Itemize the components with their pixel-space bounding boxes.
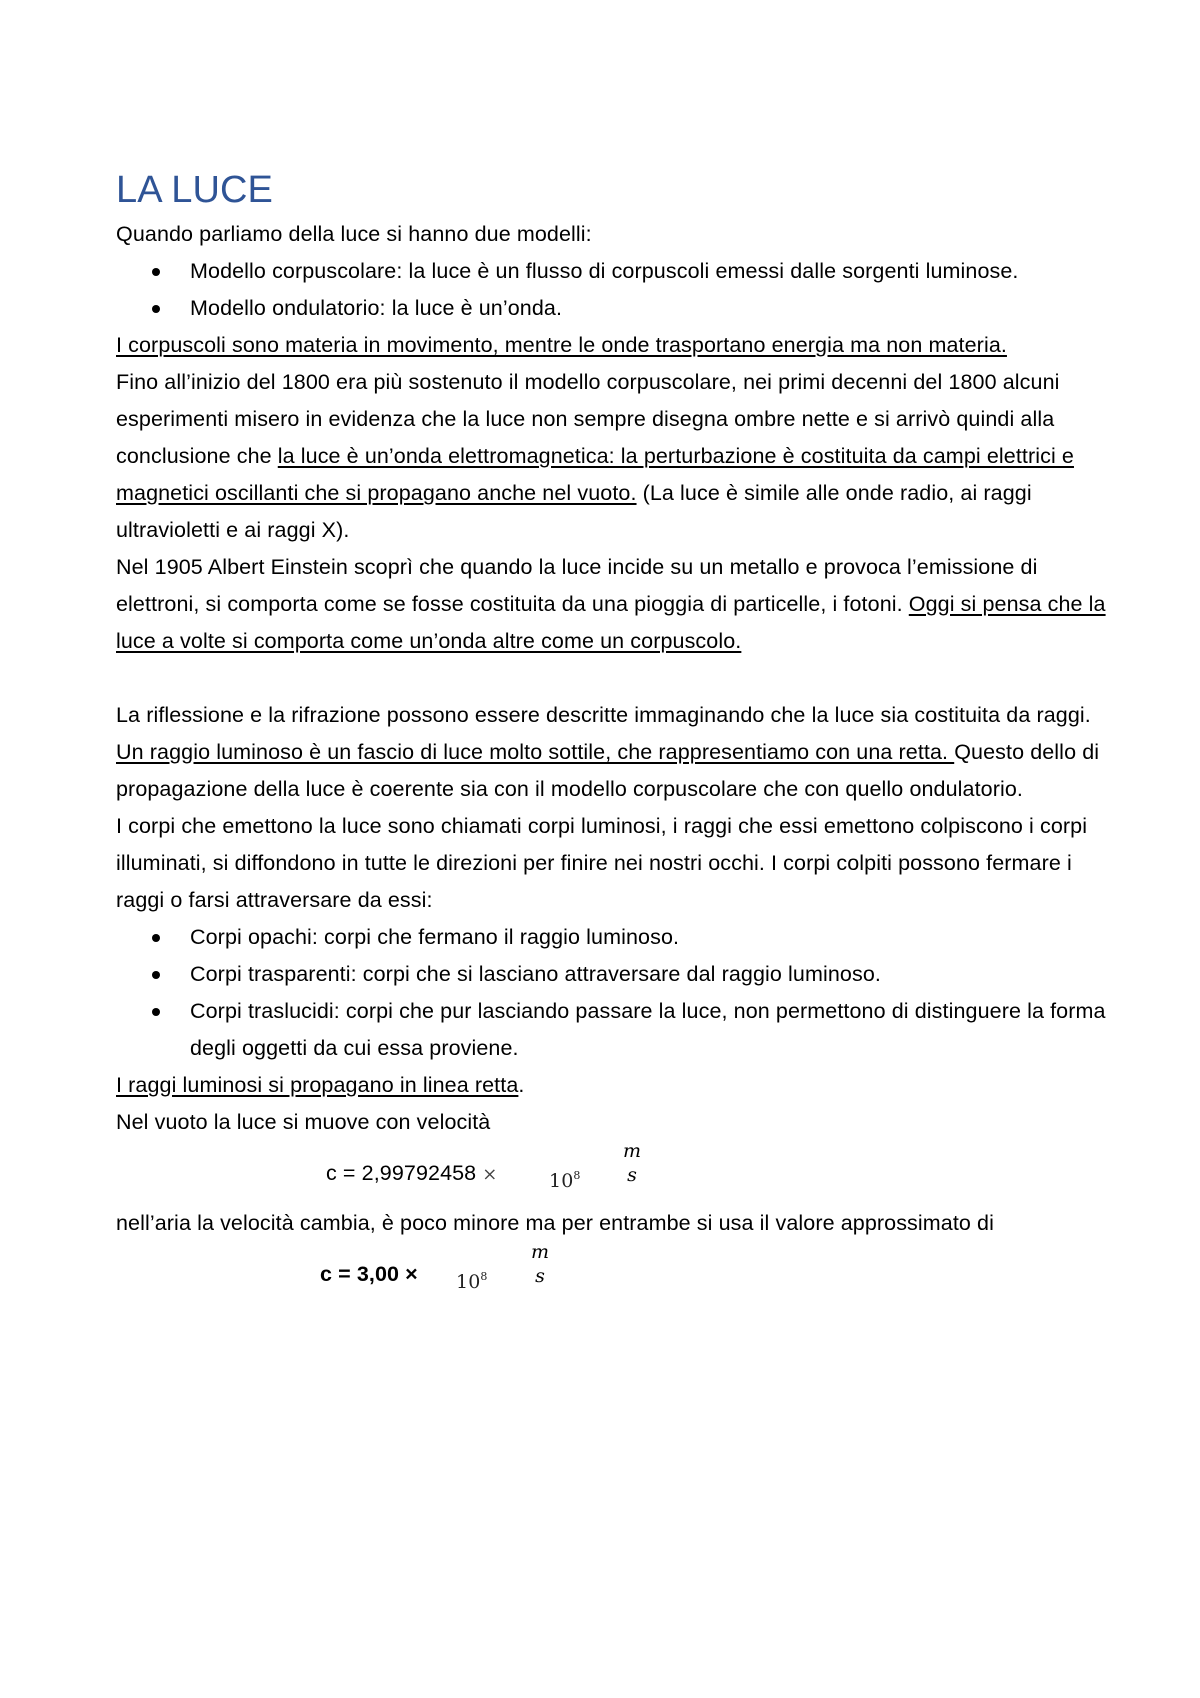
underlined-straight-line: I raggi luminosi si propagano in linea retta <box>116 1073 519 1097</box>
speed-formula-approx <box>116 1242 1106 1306</box>
unit-numerator: m <box>530 1241 550 1263</box>
bullet-icon <box>152 971 160 979</box>
list-item: Corpi traslucidi: corpi che pur lasciando passare la luce, non permettono di distinguere la forma degli oggetti da cui essa proviene. <box>116 993 1106 1067</box>
underlined-em-wave: la luce è un’onda elettromagnetica: la perturbazione è costituita da campi elettrici e magnetici oscillanti che si propagano anche nel vuoto. <box>116 444 1074 505</box>
air-paragraph: nell’aria la velocità cambia, è poco minore ma per entrambe si usa il valore approssimato di <box>116 1211 994 1235</box>
bullet-icon <box>152 268 160 276</box>
einstein-paragraph: Nel 1905 Albert Einstein scoprì che quando la luce incide su un metallo e provoca l’emissione di elettroni, si comporta come se fosse costituita da una pioggia di particelle, i fotoni. Oggi si pensa che la luce a volte si comporta come un’onda altre come un corpuscolo. <box>116 555 1106 653</box>
intro-paragraph: Quando parliamo della luce si hanno due modelli: <box>116 222 592 246</box>
speed-formula-exact <box>116 1141 1106 1205</box>
list-item: Corpi trasparenti: corpi che si lasciano attraversare dal raggio luminoso. <box>116 956 1106 993</box>
underlined-dual-nature: Oggi si pensa che la luce a volte si comporta come un’onda altre come un corpuscolo. <box>116 592 1106 653</box>
unit-denominator: s <box>627 1164 637 1186</box>
vacuum-paragraph: Nel vuoto la luce si muove con velocità <box>116 1110 491 1134</box>
list-item: Modello corpuscolare: la luce è un flusso di corpuscoli emessi dalle sorgenti luminose. <box>116 253 1106 290</box>
straight-line-paragraph: I raggi luminosi si propagano in linea retta. <box>116 1073 525 1097</box>
document-body <box>116 164 1106 1306</box>
formula-lhs: c = 2,99792458 × <box>326 1161 498 1185</box>
list-item: Modello ondulatorio: la luce è un’onda. <box>116 290 1106 327</box>
power-of-ten: $10^8$ <box>456 1270 488 1293</box>
unit-fraction <box>619 1139 645 1187</box>
paragraph-gap <box>116 660 1106 697</box>
unit-denominator: s <box>535 1265 545 1287</box>
formula-lhs: c = 3,00 × <box>320 1262 418 1286</box>
bullet-icon <box>152 1008 160 1016</box>
rays-paragraph: La riflessione e la rifrazione possono essere descritte immaginando che la luce sia costituita da raggi. Un raggio luminoso è un fascio di luce molto sottile, che rappresentiamo con una retta. Questo dello di propagazione della luce è coerente sia con il modello corpuscolare che con quello ondulatorio. <box>116 703 1100 801</box>
bodies-list <box>116 919 1106 1067</box>
unit-numerator: m <box>622 1140 642 1162</box>
bullet-icon <box>152 305 160 313</box>
list-item: Corpi opachi: corpi che fermano il raggio luminoso. <box>116 919 1106 956</box>
page-title: LA LUCE <box>116 169 274 211</box>
history-paragraph: Fino all’inizio del 1800 era più sostenuto il modello corpuscolare, nei primi decenni del 1800 alcuni esperimenti misero in evidenza che la luce non sempre disegna ombre nette e si arrivò quindi alla conclusione che la luce è un’onda elettromagnetica: la perturbazione è costituita da campi elettrici e magnetici oscillanti che si propagano anche nel vuoto. (La luce è simile alle onde radio, ai raggi ultravioletti e ai raggi X). <box>116 370 1074 542</box>
underlined-paragraph-matter: I corpuscoli sono materia in movimento, mentre le onde trasportano energia ma non materia. <box>116 333 1007 357</box>
power-of-ten: $10^8$ <box>549 1169 581 1192</box>
bodies-paragraph: I corpi che emettono la luce sono chiamati corpi luminosi, i raggi che essi emettono colpiscono i corpi illuminati, si diffondono in tutte le direzioni per finire nei nostri occhi. I corpi colpiti possono fermare i raggi o farsi attraversare da essi: <box>116 814 1088 912</box>
times-sign: × <box>482 1164 498 1185</box>
models-list <box>116 253 1106 327</box>
unit-fraction <box>527 1240 553 1288</box>
underlined-ray-definition: Un raggio luminoso è un fascio di luce molto sottile, che rappresentiamo con una retta. <box>116 740 955 764</box>
bullet-icon <box>152 934 160 942</box>
